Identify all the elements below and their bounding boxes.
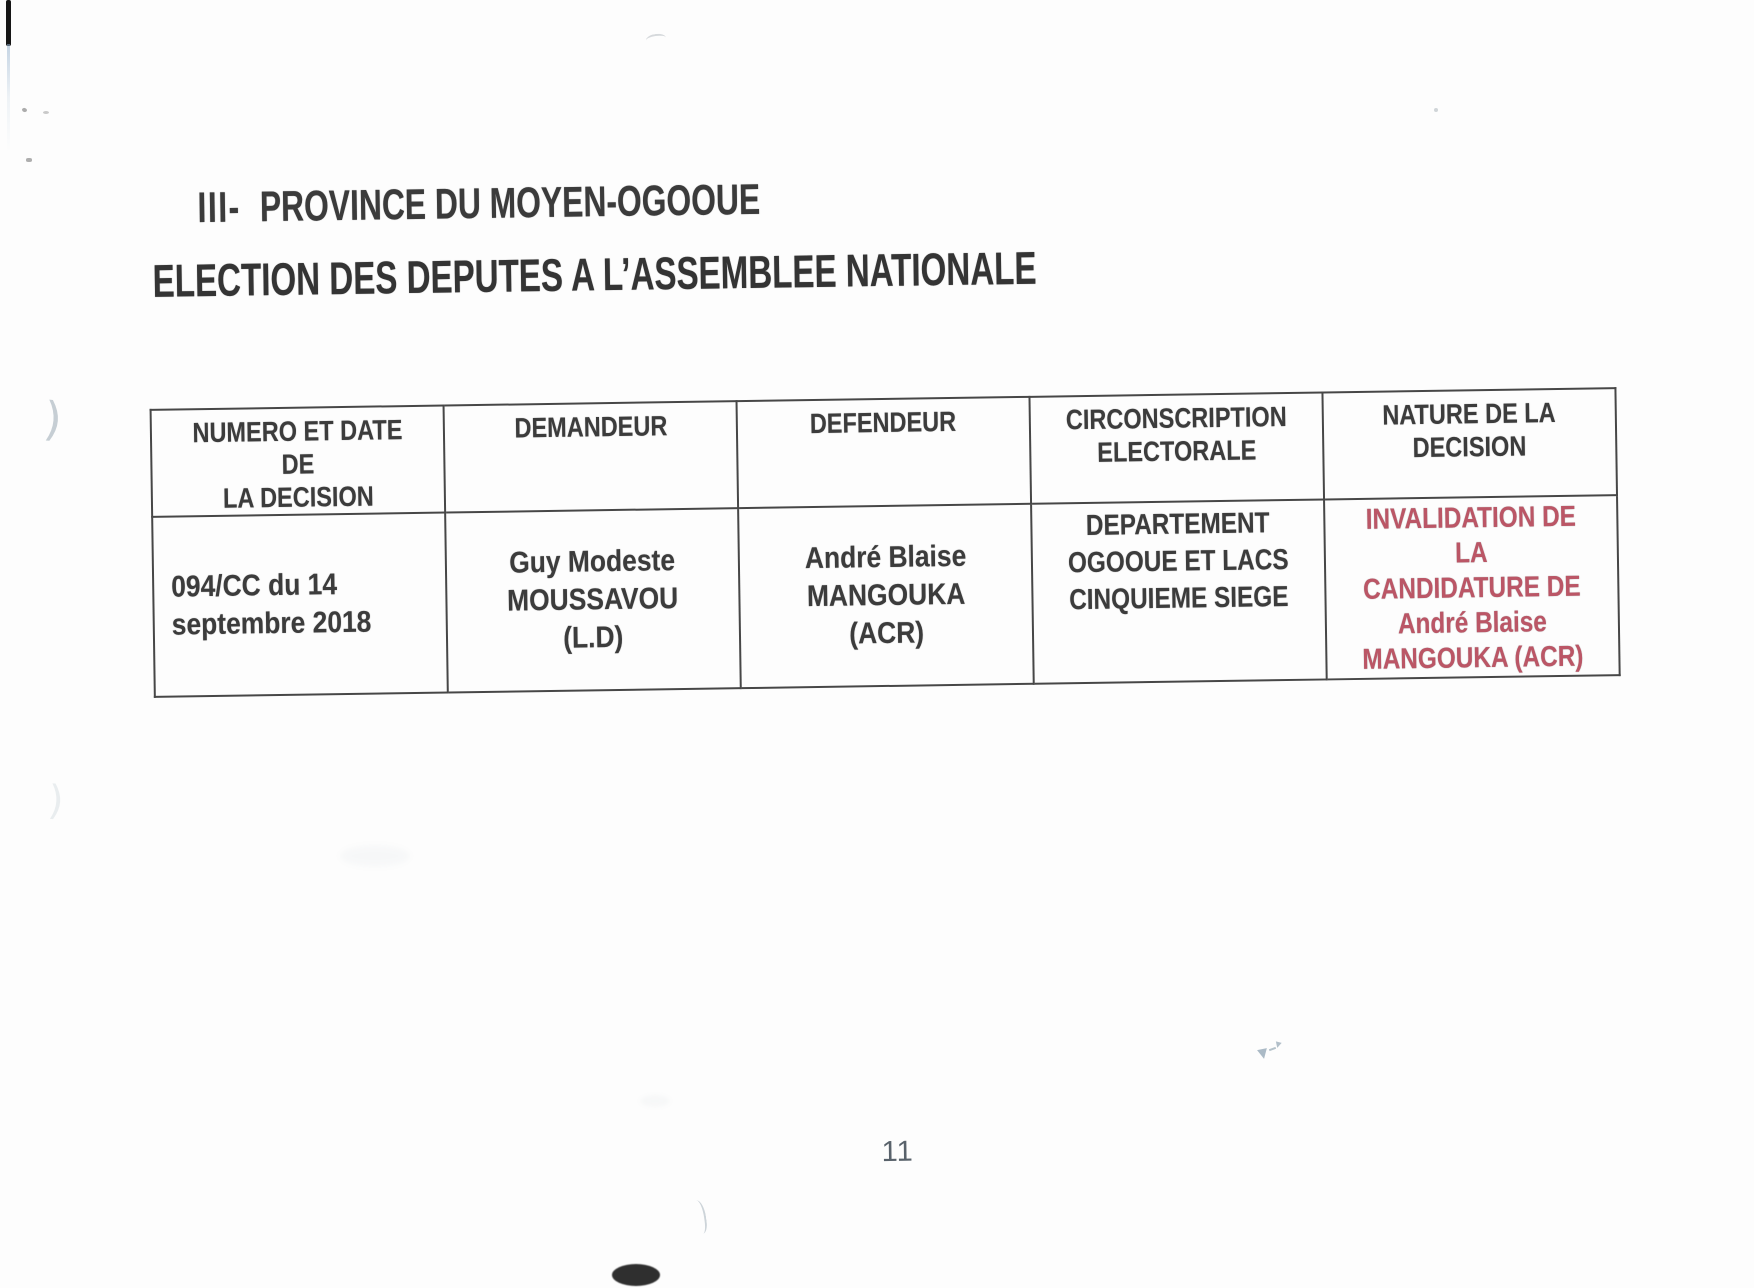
scan-paren-mark: ) (41, 391, 65, 447)
page-number: 11 (881, 1135, 915, 1169)
header-circonscription: CIRCONSCRIPTION ELECTORALE (1029, 392, 1324, 503)
header-demandeur: DEMANDEUR (444, 401, 739, 512)
scan-edge-bar (6, 0, 11, 46)
scan-edge-streak (7, 44, 10, 152)
section-heading (197, 173, 958, 233)
scan-smudge-part (1274, 1041, 1281, 1048)
section-number: III- (197, 183, 241, 233)
cell-defendeur: André Blaise MANGOUKA (ACR) (738, 504, 1034, 688)
scan-smudge-mark (1258, 1042, 1282, 1060)
header-defendeur: DEFENDEUR (737, 397, 1032, 508)
page-title: ELECTION DES DEPUTES A L’ASSEMBLEE NATIONALE (152, 241, 1037, 307)
decisions-table (150, 387, 1621, 698)
cell-numero-et-date: 094/CC du 14 septembre 2018 (152, 513, 448, 697)
scan-paren-mark: ) (46, 777, 66, 825)
table-row (152, 495, 1620, 697)
header-numero-et-date: NUMERO ET DATE DE LA DECISION (151, 406, 446, 517)
header-nature-decision: NATURE DE LA DECISION (1322, 388, 1617, 499)
section-title: PROVINCE DU MOYEN-OGOOUE (259, 175, 761, 232)
cell-nature-decision: INVALIDATION DE LA CANDIDATURE DE André Blaise MANGOUKA (ACR) (1324, 495, 1620, 679)
scan-smudge-part (1257, 1048, 1269, 1060)
scan-speck (1434, 108, 1438, 112)
cell-demandeur: Guy Modeste MOUSSAVOU (L.D) (445, 508, 741, 692)
scan-speck (43, 111, 49, 114)
scan-speck (26, 158, 32, 162)
scan-smudge (340, 845, 410, 867)
scan-smudge (640, 1095, 670, 1107)
scan-binder-mark (612, 1264, 660, 1286)
cell-circonscription: DEPARTEMENT OGOOUE ET LACS CINQUIEME SIEGE (1031, 499, 1327, 683)
